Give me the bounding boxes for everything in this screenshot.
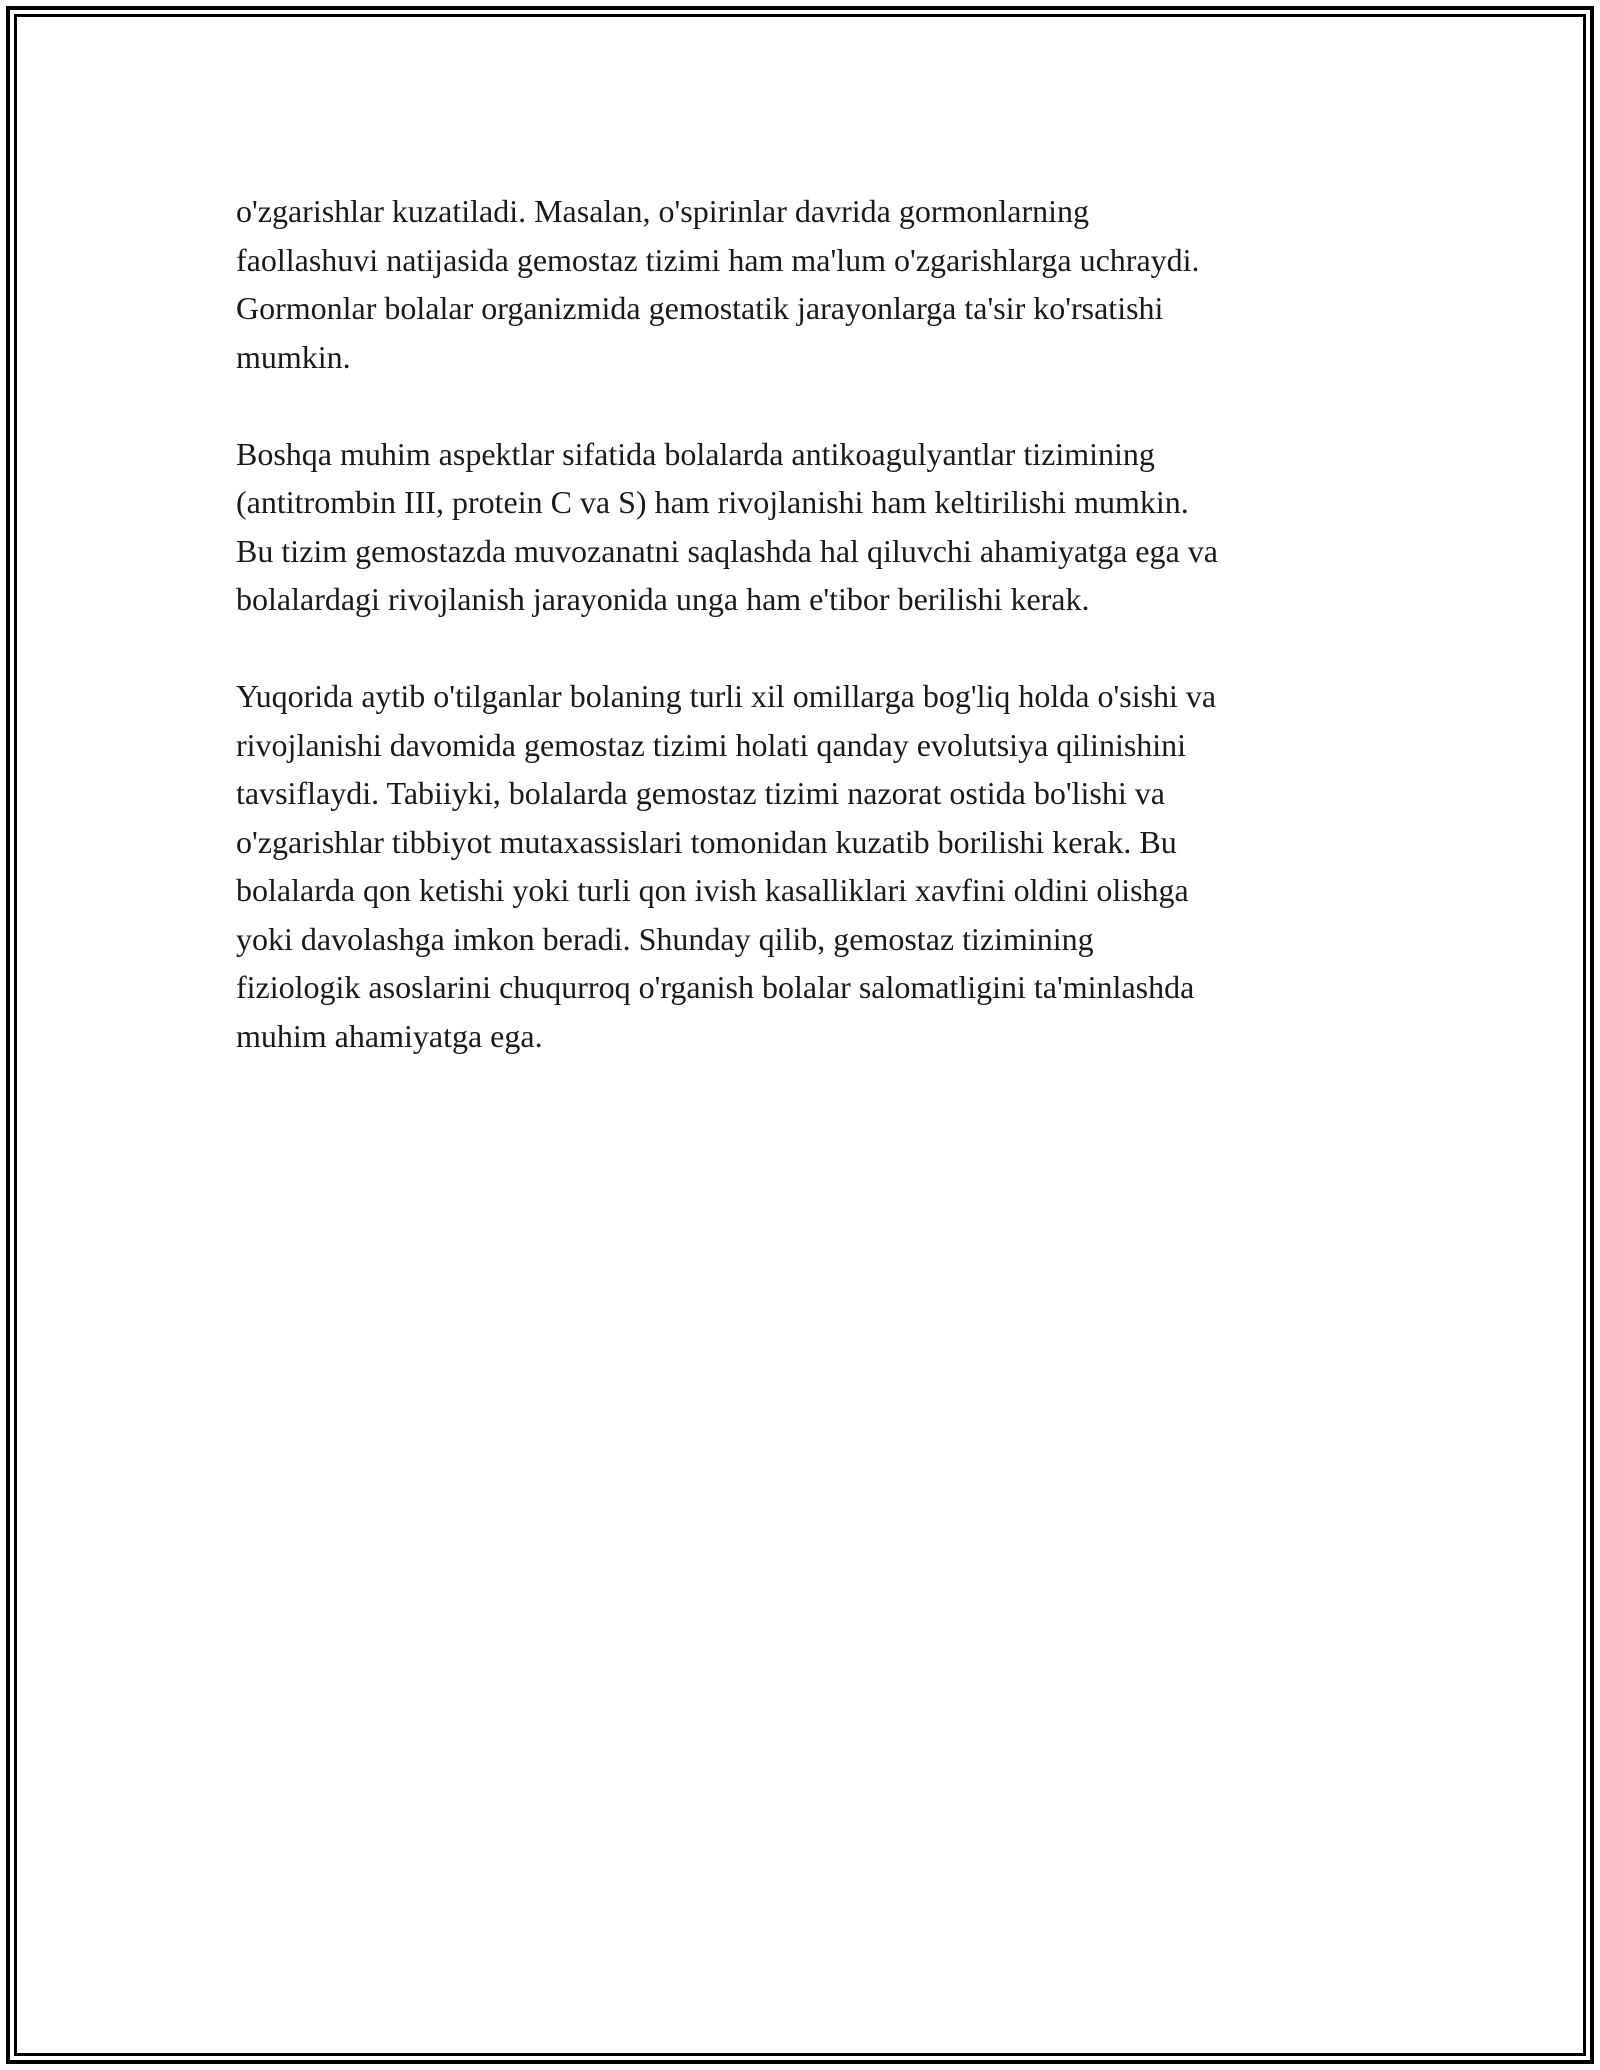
text-line: fiziologik asoslarini chuqurroq o'rganish bolalar salomatligini ta'minlashda [236,969,1195,1005]
text-line: muhim ahamiyatga ega. [236,1017,543,1054]
text-line: Bu tizim gemostazda muvozanatni saqlashda hal qiluvchi ahamiyatga ega va [236,532,1218,569]
text-line: faollashuvi natijasida gemostaz tizimi ham ma'lum o'zgarishlarga uchraydi. [236,241,1200,278]
paragraph-2 [236,430,1386,624]
document-body [236,187,1386,1109]
text-line: mumkin. [236,338,351,375]
text-line: bolalardagi rivojlanish jarayonida unga ham e'tibor berilishi kerak. [236,581,1090,617]
text-line: yoki davolashga imkon beradi. Shunday qilib, gemostaz tizimining [236,920,1094,957]
text-line: o'zgarishlar tibbiyot mutaxassislari tomonidan kuzatib borilishi kerak. Bu [236,823,1177,860]
text-line: bolalarda qon ketishi yoki turli qon ivish kasalliklari xavfini oldini olishga [236,872,1189,908]
text-line: Boshqa muhim aspektlar sifatida bolalarda antikoagulyantlar tizimining [236,435,1155,472]
text-line: rivojlanishi davomida gemostaz tizimi holati qanday evolutsiya qilinishini [236,726,1187,763]
text-line: o'zgarishlar kuzatiladi. Masalan, o'spirinlar davrida gormonlarning [236,193,1090,229]
paragraph-3 [236,672,1386,1060]
text-line: (antitrombin III, protein C va S) ham rivojlanishi ham keltirilishi mumkin. [236,484,1189,520]
text-line: Yuqorida aytib o'tilganlar bolaning turli xil omillarga bog'liq holda o'sishi va [236,678,1217,714]
text-line: Gormonlar bolalar organizmida gemostatik jarayonlarga ta'sir ko'rsatishi [236,290,1164,326]
paragraph-1 [236,187,1386,381]
text-line: tavsiflaydi. Tabiiyki, bolalarda gemostaz tizimi nazorat ostida bo'lishi va [236,775,1165,811]
